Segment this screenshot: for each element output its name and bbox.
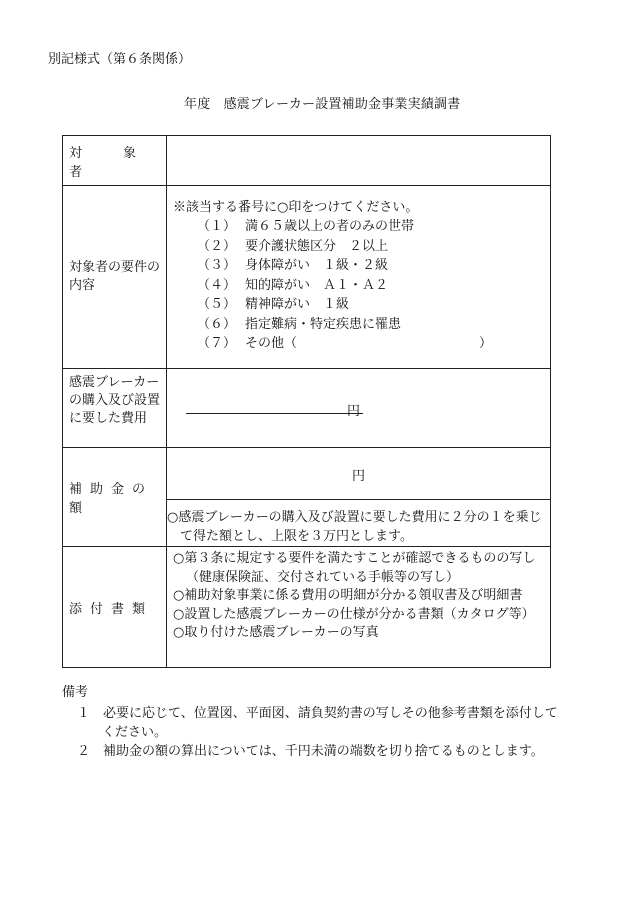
requirement-item[interactable]: （７） その他（ ） [197, 336, 493, 351]
requirement-item[interactable]: （４） 知的障がい Ａ１・Ａ２ [197, 277, 389, 293]
attachments-label: 添付書類 [69, 601, 154, 617]
requirements-cell [167, 186, 551, 369]
subsidy-field[interactable] [167, 448, 551, 500]
attachment-item: ○補助対象事業に係る費用の明細が分かる領収書及び明細書 [173, 588, 523, 603]
requirement-item[interactable]: （５） 精神障がい １級 [197, 297, 350, 312]
notes-section [62, 683, 562, 761]
subsidy-label: 補助金の額 [69, 482, 154, 516]
requirements-label: 対象者の要件の内容 [69, 260, 161, 293]
subsidy-note: ○感震ブレーカーの購入及び設置に要した費用に２分の１を乗じて得た額とし、上限を３万円とします。 [167, 510, 542, 544]
subject-label: 対 象 者 [69, 145, 178, 180]
requirement-item[interactable]: （２） 要介護状態区分 ２以上 [197, 238, 389, 254]
requirement-item[interactable]: （１） 満６５歳以上の者のみの世帯 [197, 219, 415, 234]
requirements-header: ※該当する番号に○印をつけてください。 [173, 200, 419, 215]
requirement-item[interactable]: （６） 指定難病・特定疾患に罹患 [197, 316, 402, 332]
requirement-item[interactable]: （３） 身体障がい １級・２級 [197, 258, 389, 273]
cost-label: 感震ブレーカーの購入及び設置に要した費用 [69, 375, 161, 426]
note-item: １ 必要に応じて、位置図、平面図、請負契約書の写しその他参考書類を添付してください。 [77, 706, 558, 740]
notes-title: 備考 [62, 685, 89, 700]
cost-field[interactable] [167, 369, 551, 448]
note-item: ２ 補助金の額の算出については、千円未満の端数を切り捨てるものとします。 [77, 744, 544, 759]
cost-unit: 円 [347, 404, 361, 419]
document-title: 年度 感震ブレーカー設置補助金事業実績調書 [184, 97, 461, 112]
attachments-cell [167, 547, 551, 668]
report-table [62, 135, 551, 668]
attachment-item: ○取り付けた感震ブレーカーの写真 [173, 625, 379, 640]
attachment-item: ○設置した感震ブレーカーの仕様が分かる書類（カタログ等） [173, 606, 535, 622]
attachment-item: ○第３条に規定する要件を満たすことが確認できるものの写し（健康保険証、交付されている手帳等の写し） [173, 551, 536, 585]
subsidy-unit: 円 [351, 469, 365, 484]
form-label: 別記様式（第６条関係） [48, 52, 192, 67]
subject-field[interactable] [167, 136, 551, 186]
cost-underline [186, 413, 363, 414]
